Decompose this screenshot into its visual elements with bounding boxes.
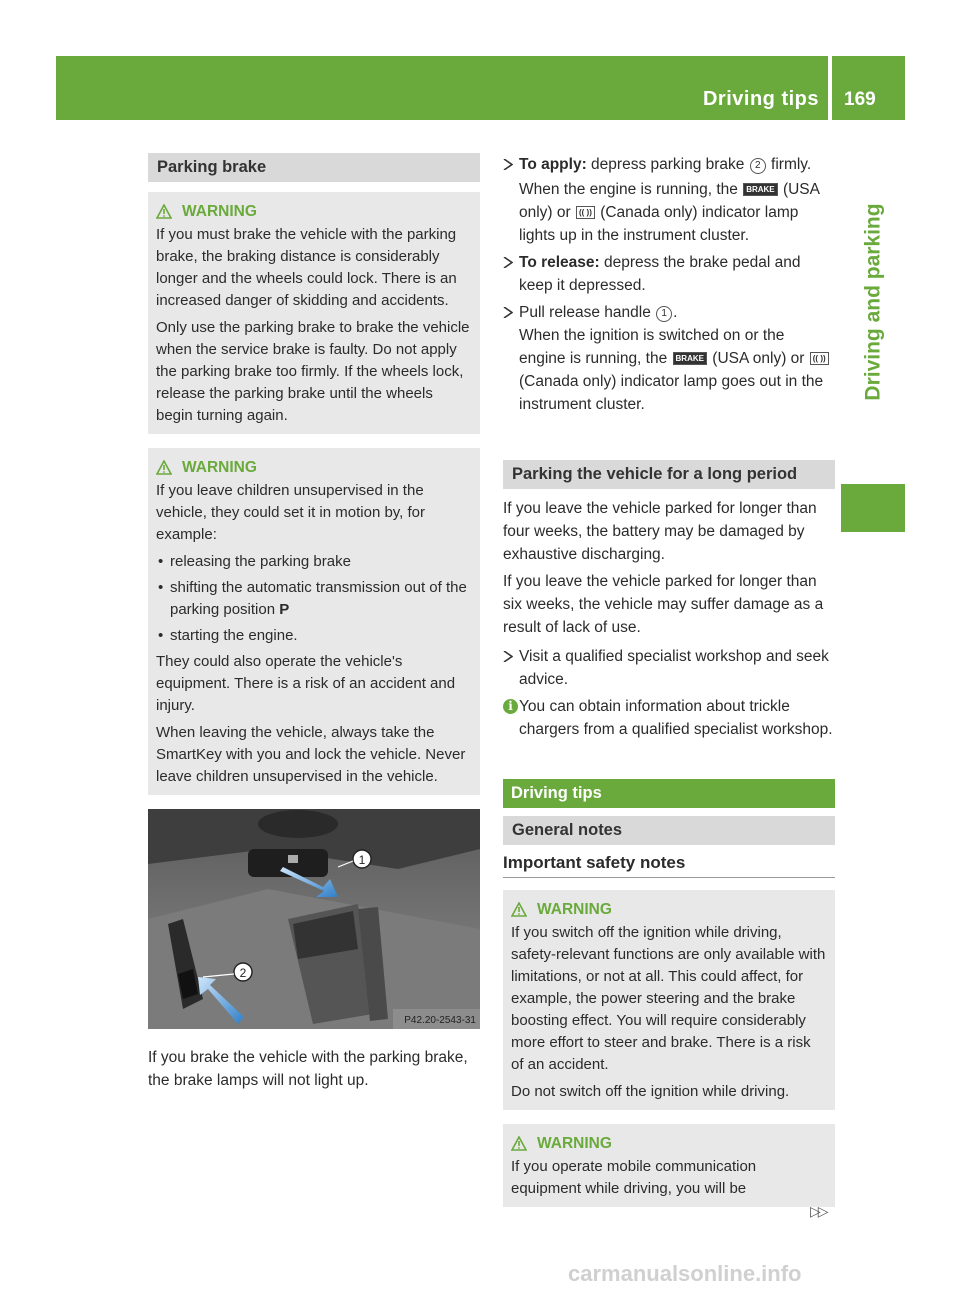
- gear-position-p: P: [279, 601, 290, 618]
- brake-indicator-icon: BRAKE: [743, 183, 777, 196]
- parking-brake-indicator-icon: (( )): [576, 206, 595, 219]
- warning-triangle-icon: [511, 1136, 527, 1151]
- watermark: carmanualsonline.info: [568, 1261, 802, 1286]
- warning-label: WARNING: [182, 459, 257, 476]
- side-tab: [841, 120, 905, 484]
- warning-label: WARNING: [537, 1135, 612, 1152]
- warning-text: They could also operate the vehicle's equipment. There is a risk of an accident and injury.: [156, 653, 456, 714]
- body-paragraph: If you leave the vehicle parked for longer than six weeks, the vehicle may suffer damage as a result of lack of use.: [503, 573, 824, 636]
- bullet-item: • releasing the parking brake: [156, 551, 472, 573]
- step-pull-release: [503, 301, 835, 416]
- photo-caption: If you brake the vehicle with the parking brake, the brake lamps will not light up.: [148, 1049, 468, 1089]
- warning-text: Do not switch off the ignition while driving.: [511, 1083, 790, 1100]
- page-header-bar: [56, 56, 905, 120]
- note-text: (Canada only) indicator lamp goes out in the instrument cluster.: [519, 373, 824, 413]
- warning-header: [511, 898, 827, 922]
- right-column: [503, 153, 835, 1207]
- step-arrow-icon: [503, 159, 513, 170]
- callout-1-marker: 1: [656, 306, 672, 322]
- bullet-item: • starting the engine.: [156, 625, 472, 647]
- step-label: To apply:: [519, 156, 587, 173]
- warning-box-2: [148, 448, 480, 795]
- bullet-item: [156, 577, 472, 621]
- warning-triangle-icon: [156, 460, 172, 475]
- warning-triangle-icon: [156, 204, 172, 219]
- info-note: [503, 695, 835, 741]
- warning-box-3: [503, 890, 835, 1110]
- warning-box-4: [503, 1124, 835, 1207]
- warning-header: [156, 456, 472, 480]
- bullet-text: shifting the automatic transmission out of the parking position: [170, 579, 467, 618]
- step-arrow-icon: [503, 307, 513, 318]
- general-notes-heading: General notes: [503, 816, 835, 845]
- step-arrow-icon: [503, 651, 513, 662]
- step-note: [519, 324, 835, 416]
- step-note: [519, 178, 835, 247]
- step-label: To release:: [519, 254, 600, 271]
- note-text: (USA only) or: [519, 181, 820, 221]
- warning-header: [511, 1132, 827, 1156]
- step-text: Visit a qualified specialist workshop and seek advice.: [519, 648, 829, 688]
- info-icon: i: [503, 699, 518, 714]
- note-text: (Canada only) indicator lamp lights up in the instrument cluster.: [519, 204, 799, 244]
- section-title: Driving tips: [702, 88, 819, 110]
- driving-tips-heading: Driving tips: [503, 779, 835, 808]
- continued-marker: ▷▷: [810, 1203, 826, 1219]
- step-release: [503, 251, 835, 297]
- warning-text: If you must brake the vehicle with the parking brake, the braking distance is considerably longer and the wheels could lock. There is an increased danger of skidding and accidents.: [156, 226, 457, 309]
- parking-brake-indicator-icon: (( )): [810, 352, 829, 365]
- warning-header: [156, 200, 472, 224]
- step-arrow-icon: [503, 257, 513, 268]
- step-text: .: [673, 304, 678, 321]
- brake-indicator-icon: BRAKE: [673, 352, 707, 365]
- warning-text: If you switch off the ignition while driving, safety-relevant functions are only available with limitations, or not at all. This could affect, for example, the power steering and the brake boosting effect. You will require considerably more effort to steer and brake. There is a risk of an accident.: [511, 924, 826, 1073]
- header-divider: [828, 56, 832, 120]
- warning-box-1: [148, 192, 480, 434]
- info-text: You can obtain information about trickle chargers from a qualified specialist workshop.: [519, 698, 833, 738]
- important-safety-heading: Important safety notes: [503, 851, 835, 878]
- side-tab-block: [841, 484, 905, 532]
- warning-text: When leaving the vehicle, always take the SmartKey with you and lock the vehicle. Never leave children unsupervised in the vehicle.: [156, 724, 466, 785]
- side-tab-label: Driving and parking: [861, 203, 885, 401]
- note-text: When the ignition is switched on or the engine is running, the: [519, 327, 785, 367]
- step-text: firmly.: [766, 156, 812, 173]
- note-text: When the engine is running, the: [519, 181, 743, 198]
- warning-label: WARNING: [182, 203, 257, 220]
- step-text: depress the brake pedal and keep it depressed.: [519, 254, 801, 294]
- page-number: 169: [844, 89, 876, 110]
- parking-brake-photo: [148, 809, 480, 1029]
- warning-text: If you operate mobile communication equipment while driving, you will be: [511, 1158, 757, 1197]
- warning-text: Only use the parking brake to brake the vehicle when the service brake is faulty. Do not apply the parking brake too firmly. If the wheels lock, release the parking brake until the wheels begin turning again.: [156, 319, 470, 424]
- step-text: depress parking brake: [586, 156, 749, 173]
- step-visit-workshop: [503, 645, 835, 691]
- note-text: (USA only) or: [707, 350, 809, 367]
- image-reference-code: P42.20-2543-31: [404, 1015, 476, 1026]
- parking-brake-heading: Parking brake: [148, 153, 480, 182]
- warning-triangle-icon: [511, 902, 527, 917]
- warning-label: WARNING: [537, 901, 612, 918]
- step-text: Pull release handle: [519, 304, 656, 321]
- callout-1-label: 1: [358, 853, 366, 867]
- body-paragraph: If you leave the vehicle parked for longer than four weeks, the battery may be damaged by exhaustive discharging.: [503, 500, 817, 563]
- callout-2-label: 2: [239, 966, 247, 980]
- step-apply: [503, 153, 835, 247]
- callout-2-marker: 2: [750, 158, 766, 174]
- long-period-heading: Parking the vehicle for a long period: [503, 460, 835, 489]
- left-column: [148, 153, 480, 1096]
- warning-text: If you leave children unsupervised in the vehicle, they could set it in motion by, for example:: [156, 482, 426, 543]
